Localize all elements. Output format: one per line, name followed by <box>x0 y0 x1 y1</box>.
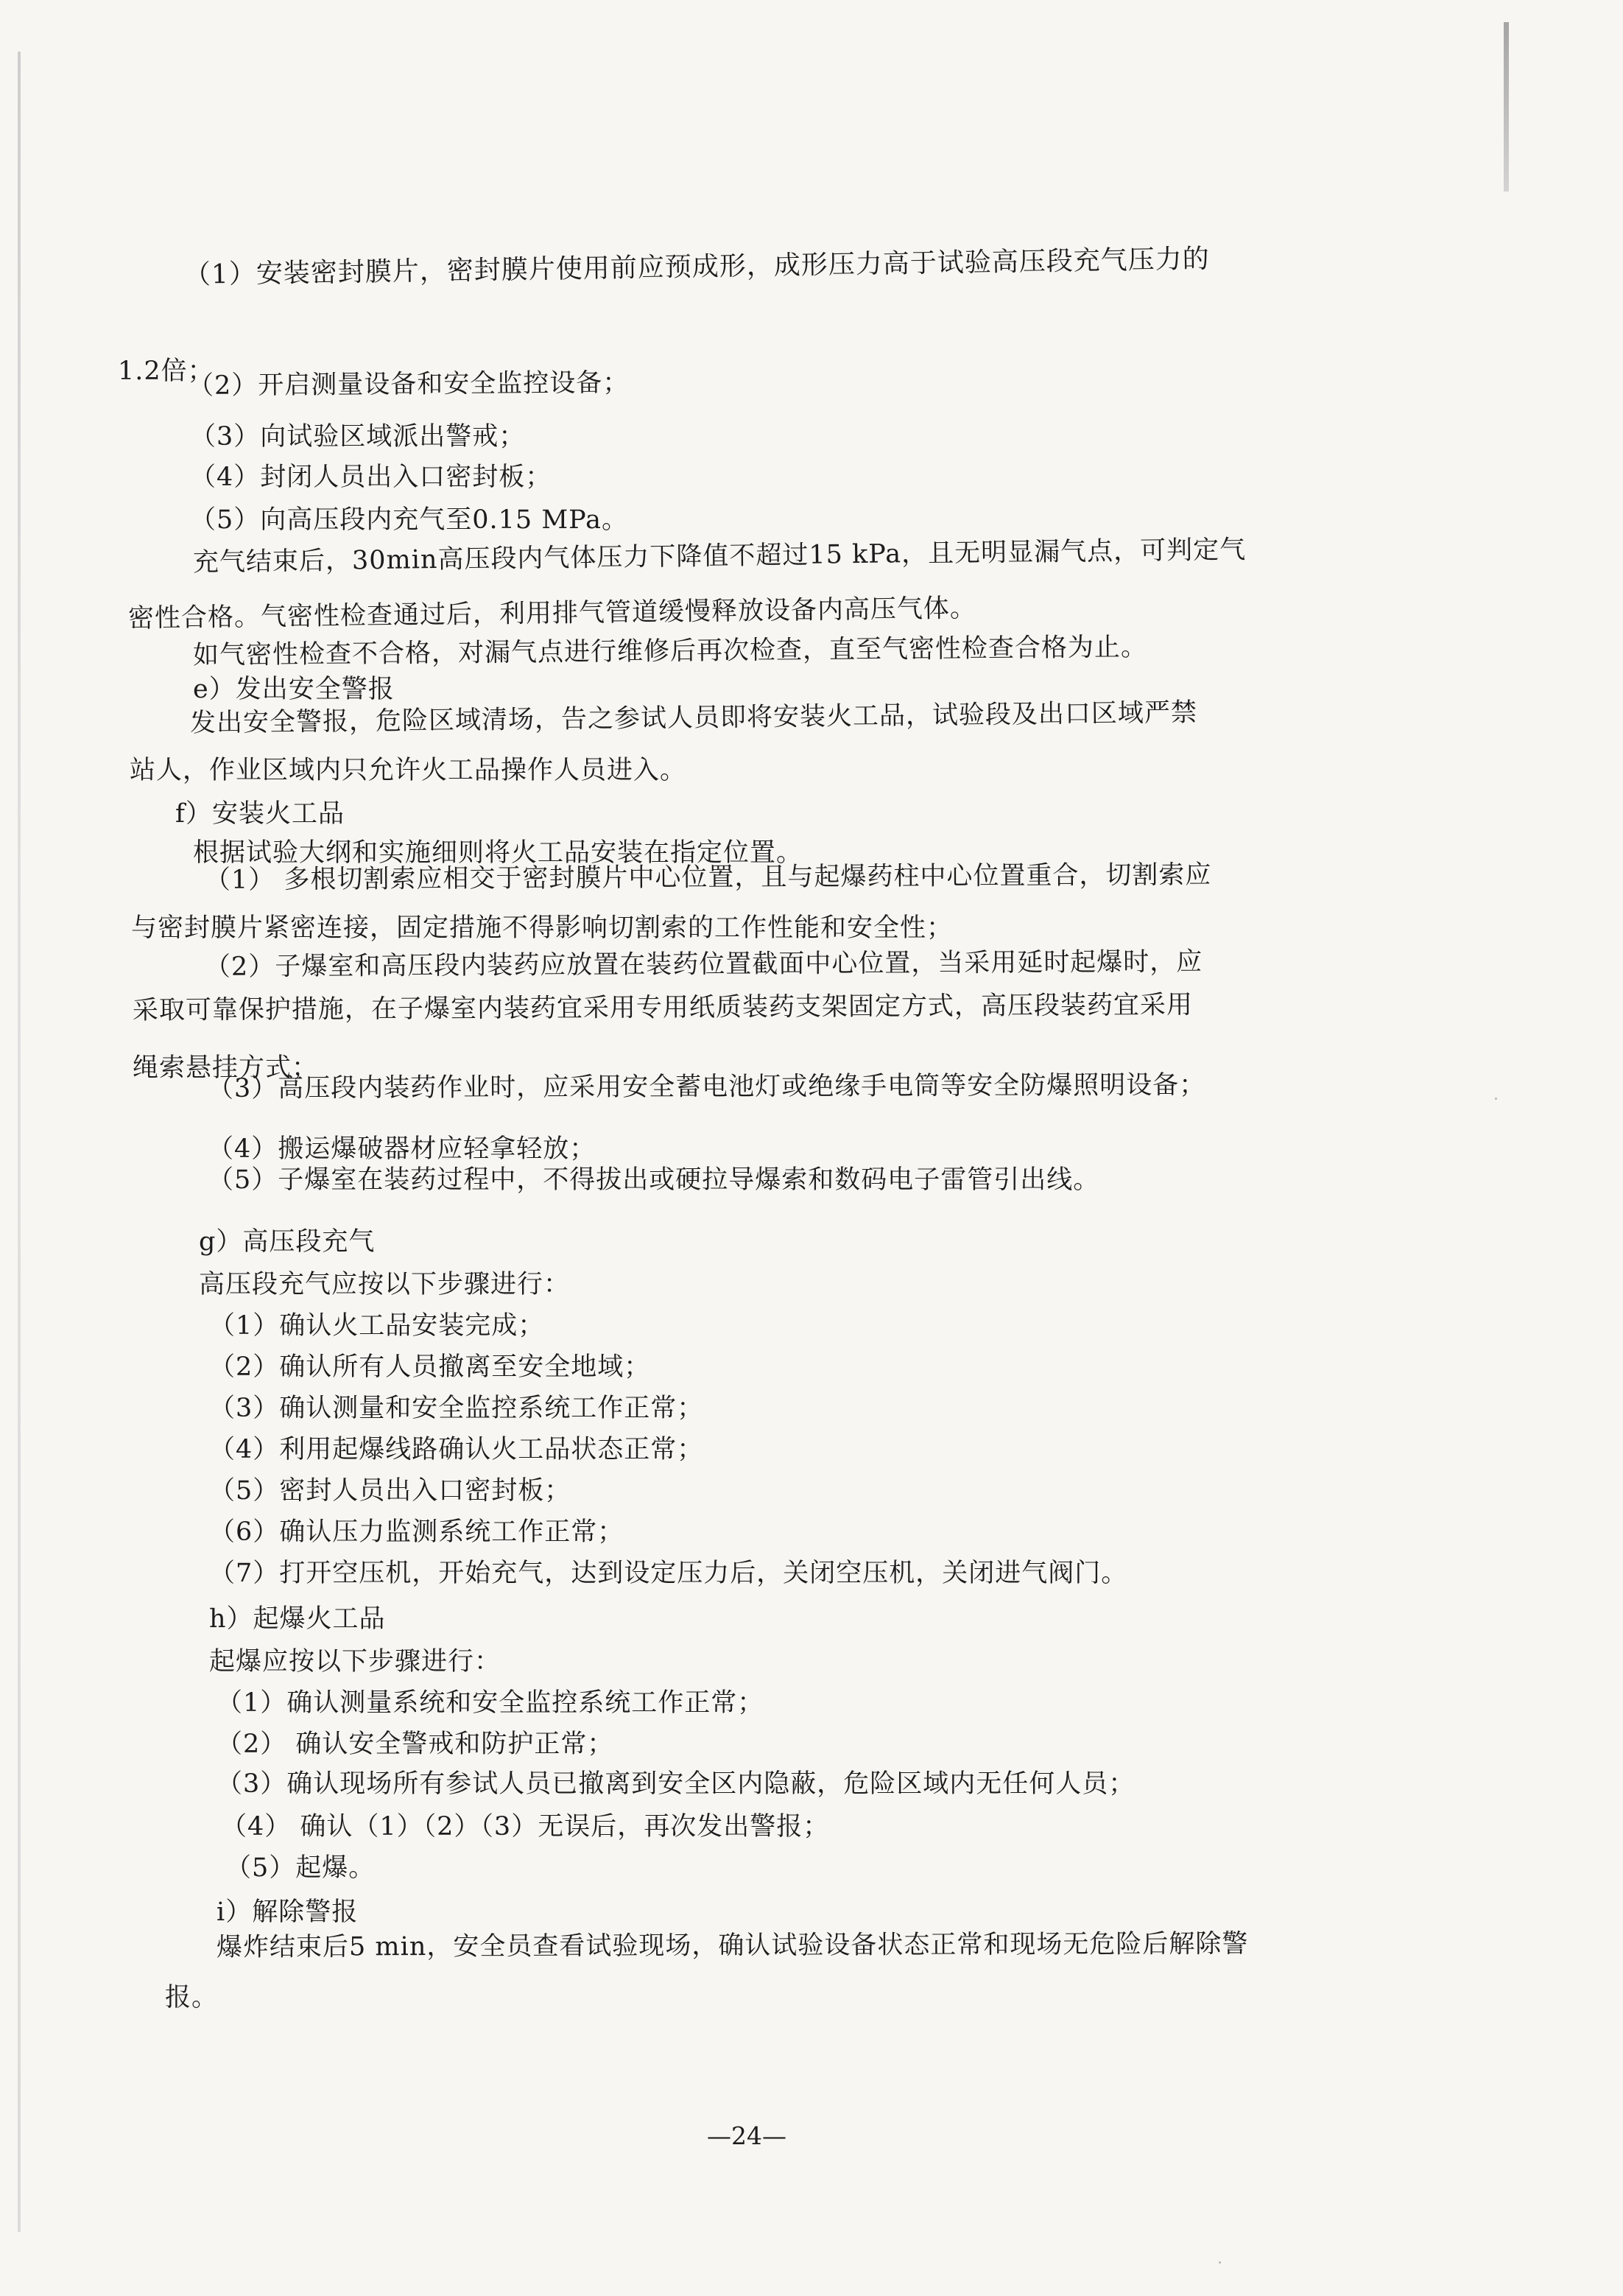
scan-edge-shadow-right <box>1504 22 1509 192</box>
text-line: e）发出安全警报 <box>193 675 395 704</box>
text-line: 报。 <box>165 1983 219 2012</box>
text-line: i）解除警报 <box>216 1897 359 1927</box>
text-line: （5）密封人员出入口密封板； <box>209 1476 571 1506</box>
text-line: （3）向试验区域派出警戒； <box>190 422 526 452</box>
text-line: 密性合格。气密性检查通过后，利用排气管道缓慢释放设备内高压气体。 <box>127 593 977 633</box>
text-line: 起爆应按以下步骤进行： <box>209 1647 501 1677</box>
text-line: （2）确认所有人员撤离至安全地域； <box>209 1352 651 1382</box>
text-line: （4） 确认（1）（2）（3）无误后，再次发出警报； <box>221 1812 830 1842</box>
scan-speck <box>1219 2261 1221 2264</box>
text-line: 高压段充气应按以下步骤进行： <box>199 1270 571 1299</box>
text-line: 爆炸结束后5 min，安全员查看试验现场，确认试验设备状态正常和现场无危险后解除警 <box>216 1929 1249 1962</box>
page-number: —24— <box>707 2121 786 2150</box>
text-line: （1）确认火工品安装完成； <box>209 1311 545 1341</box>
text-line: 发出安全警报，危险区域清场，告之参试人员即将安装火工品，试验段及出口区域严禁 <box>189 698 1198 738</box>
text-line: （5）起爆。 <box>225 1853 376 1883</box>
text-line: 与密封膜片紧密连接，固定措施不得影响切割索的工作性能和安全性； <box>131 913 954 943</box>
text-line: 1.2倍； <box>118 357 214 386</box>
text-line: （5）子爆室在装药过程中，不得拔出或硬拉导爆索和数码电子雷管引出线。 <box>208 1165 1100 1195</box>
text-line: g）高压段充气 <box>199 1227 376 1257</box>
text-line: （7）打开空压机，开始充气，达到设定压力后，关闭空压机，关闭进气阀门。 <box>209 1559 1128 1588</box>
text-line: 站人，作业区域内只允许火工品操作人员进入。 <box>130 756 687 785</box>
scan-speck <box>1495 1098 1497 1100</box>
text-line: 根据试验大纲和实施细则将火工品安装在指定位置。 <box>193 838 803 868</box>
text-line: 采取可靠保护措施，在子爆室内装药宜采用专用纸质装药支架固定方式，高压段装药宜采用 <box>132 990 1194 1025</box>
text-line: （2）开启测量设备和安全监控设备； <box>187 368 630 401</box>
text-line: （5）向高压段内充气至0.15 MPa。 <box>190 505 629 535</box>
text-line: 如气密性检查不合格，对漏气点进行维修后再次检查，直至气密性检查合格为止。 <box>192 632 1148 670</box>
text-line: （4）封闭人员出入口密封板； <box>190 463 552 492</box>
text-line: （2） 确认安全警戒和防护正常； <box>216 1730 614 1759</box>
text-line: 充气结束后，30min高压段内气体压力下降值不超过15 kPa，且无明显漏气点，可判定气 <box>192 535 1247 577</box>
text-line: f）安装火工品 <box>175 799 345 829</box>
text-line: h）起爆火工品 <box>209 1604 386 1634</box>
text-line: 绳索悬挂方式； <box>133 1053 319 1083</box>
text-line: （4）利用起爆线路确认火工品状态正常； <box>209 1435 704 1464</box>
scan-edge-shadow-left <box>18 52 21 2232</box>
text-line: （3）确认现场所有参试人员已撤离到安全区内隐蔽，危险区域内无任何人员； <box>216 1769 1136 1799</box>
text-line: （4）搬运爆破器材应轻拿轻放； <box>208 1134 596 1164</box>
text-line: （2）子爆室和高压段内装药应放置在装药位置截面中心位置，当采用延时起爆时，应 <box>204 947 1203 982</box>
text-line: （1）确认测量系统和安全监控系统工作正常； <box>216 1688 764 1718</box>
text-line: （1）安装密封膜片，密封膜片使用前应预成形，成形压力高于试验高压段充气压力的 <box>183 244 1211 290</box>
text-line: （1） 多根切割索应相交于密封膜片中心位置，且与起爆药柱中心位置重合，切割索应 <box>204 860 1212 895</box>
text-line: （6）确认压力监测系统工作正常； <box>209 1517 624 1547</box>
text-line: （3）高压段内装药作业时，应采用安全蓄电池灯或绝缘手电筒等安全防爆照明设备； <box>207 1070 1206 1103</box>
text-line: （3）确认测量和安全监控系统工作正常； <box>209 1394 704 1423</box>
